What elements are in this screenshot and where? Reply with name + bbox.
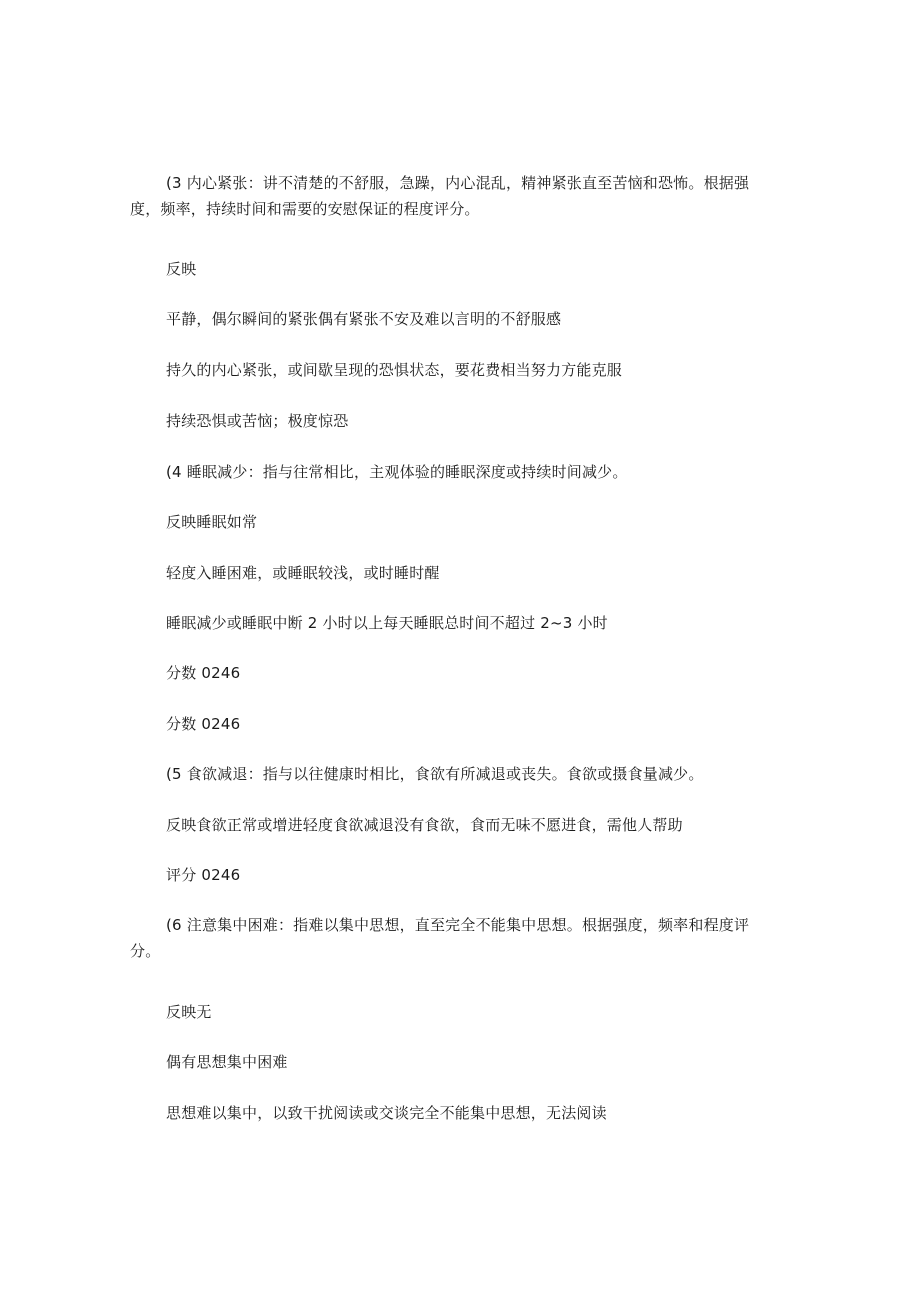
paragraph-item-3-inner-tension: (3 内心紧张：讲不清楚的不舒服，急躁，内心混乱，精神紧张直至苦恼和恐怖。根据强度，频率，持续时间和需要的安慰保证的程度评分。: [130, 174, 750, 218]
paragraph-item-5-appetite: (5 食欲减退：指与以往健康时相比，食欲有所减退或丧失。食欲或摄食量减少。: [166, 765, 704, 783]
paragraph-appetite-levels: 反映食欲正常或增进轻度食欲减退没有食欲，食而无味不愿进食，需他人帮助: [166, 816, 683, 834]
paragraph-occasional-difficulty: 偶有思想集中困难: [166, 1053, 288, 1071]
paragraph-score-3: 评分 0246: [166, 866, 241, 884]
paragraph-sleep-normal: 反映睡眠如常: [166, 513, 258, 531]
paragraph-reaction-label: 反映: [166, 260, 197, 278]
paragraph-reaction-none: 反映无: [166, 1003, 212, 1021]
paragraph-sleep-reduction: 睡眠减少或睡眠中断 2 小时以上每天睡眠总时间不超过 2~3 小时: [166, 614, 608, 632]
paragraph-score-2: 分数 0246: [166, 715, 241, 733]
paragraph-mild-insomnia: 轻度入睡困难，或睡眠较浅，或时睡时醒: [166, 564, 440, 582]
paragraph-item-6-concentration: (6 注意集中困难：指难以集中思想，直至完全不能集中思想。根据强度，频率和程度评分。: [130, 916, 750, 960]
paragraph-extreme-fear: 持续恐惧或苦恼；极度惊恐: [166, 412, 349, 430]
paragraph-persistent-tension: 持久的内心紧张，或间歇呈现的恐惧状态，要花费相当努力方能克服: [166, 361, 623, 379]
paragraph-calm-level: 平静，偶尔瞬间的紧张偶有紧张不安及难以言明的不舒服感: [166, 310, 562, 328]
paragraph-unable-to-concentrate: 思想难以集中，以致干扰阅读或交谈完全不能集中思想，无法阅读: [166, 1104, 607, 1122]
paragraph-score-1: 分数 0246: [166, 664, 241, 682]
paragraph-item-4-sleep: (4 睡眠减少：指与往常相比，主观体验的睡眠深度或持续时间减少。: [166, 463, 628, 481]
